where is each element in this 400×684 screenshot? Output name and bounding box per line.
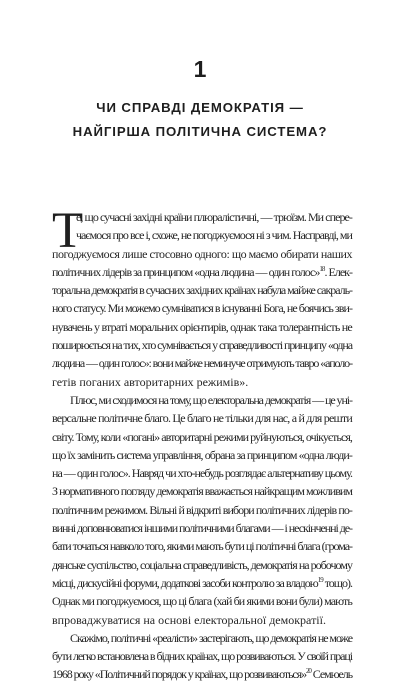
text-line: версальне політичне благо. Це благо не тільки для нас, а й для решти [52,411,353,426]
paragraph-2 [52,391,352,629]
text-line: впроваджуватися на основі електоральної демократії. [52,612,326,627]
chapter-title [0,96,400,144]
text-line: е, що сучасні західні країни плюралістичні, — трюїзм. Ми сперe- [76,210,352,224]
footnote-ref[interactable]: 18 [319,264,325,273]
text-line [52,665,352,683]
chapter-title-line: НАЙГІРША ПОЛІТИЧНА СИСТЕМА? [72,124,328,139]
text-line: бути легко встановлена в бідних країнах, що розвиваються. У своїй праці [52,649,353,664]
text-run: . Елек- [324,264,353,279]
text-line: Скажімо, політичні «реалісти» застерігають, що демократія не може [70,630,352,645]
text-line: поширюється на тих, хто сумнівається у справедливості принципу «одна [52,338,353,353]
text-line: ного статусу. Ми можемо сумніватися в існуванні Бога, не боячись зви- [52,301,352,316]
footnote-ref[interactable]: 20 [306,667,311,676]
body-text [52,203,353,684]
text-line: чаємося про все і, схоже, не погоджуємося ні з чим. Насправді, ми [76,228,352,243]
chapter-title-line: ЧИ СПРАВДІ ДЕМОКРАТІЯ — [96,100,304,115]
text-line: торальна демократія в сучасних західних країнах набула майже сакраль- [52,283,352,298]
paragraph-1 [52,203,353,391]
text-line: світу. Тому, коли «погані» авторитарні режими руйнуються, очікується, [52,429,352,444]
text-line: гетів поганих авторитарних режимів». [52,374,249,389]
text-line: що їх замінить система управління, обрана за принципом «одна люди- [52,447,353,462]
text-run: Семюель [310,667,352,682]
text-line: З нормативного погляду демократія вважається найкращим можливим [52,484,353,499]
footnote-ref[interactable]: 19 [317,575,323,584]
text-run: 1968 року «Політичний порядок у країнах, що розвиваються» [52,667,306,682]
text-line: людина — один голос»: вони майже неминуче отримують тавро «аполо- [52,356,352,371]
text-run: політичних лідерів за принципом «одна людина — один голос» [52,264,320,279]
text-run: тощо). [322,575,353,590]
text-line: погоджуємося лише стосовно одного: що маємо обирати наших [52,246,352,261]
text-line: винні доповнюватися іншими політичними благами — і нескінченні де- [52,521,353,536]
text-line: дянське суспільство, соціальна справедливість, демократія на робочому [52,557,352,572]
chapter-number: 1 [193,56,207,82]
text-line [52,574,352,592]
text-line: бати точаться навколо того, якими мають бути ці політичні блага (грома- [52,539,353,554]
text-line: на — один голос». Навряд чи хто-небудь розглядає альтернативу цьому. [52,466,352,481]
paragraph-3 [52,629,352,684]
text-line: політичним режимом. Вільні й відкриті вибори політичних лідерів по- [52,502,352,517]
text-line [52,263,352,281]
text-line: нувачень у втраті моральних орієнтирів, однак така толерантність не [52,319,352,334]
text-line: Однак ми погоджуємося, що ці блага (хай би якими вони були) мають [52,594,352,609]
drop-cap: Т [52,203,84,259]
text-run: місці, дискусійні форуми, додаткові засоби контролю за владою [52,575,318,590]
text-line: Плюс, ми сходимося на тому, що електоральна демократія — це уні- [70,392,352,407]
